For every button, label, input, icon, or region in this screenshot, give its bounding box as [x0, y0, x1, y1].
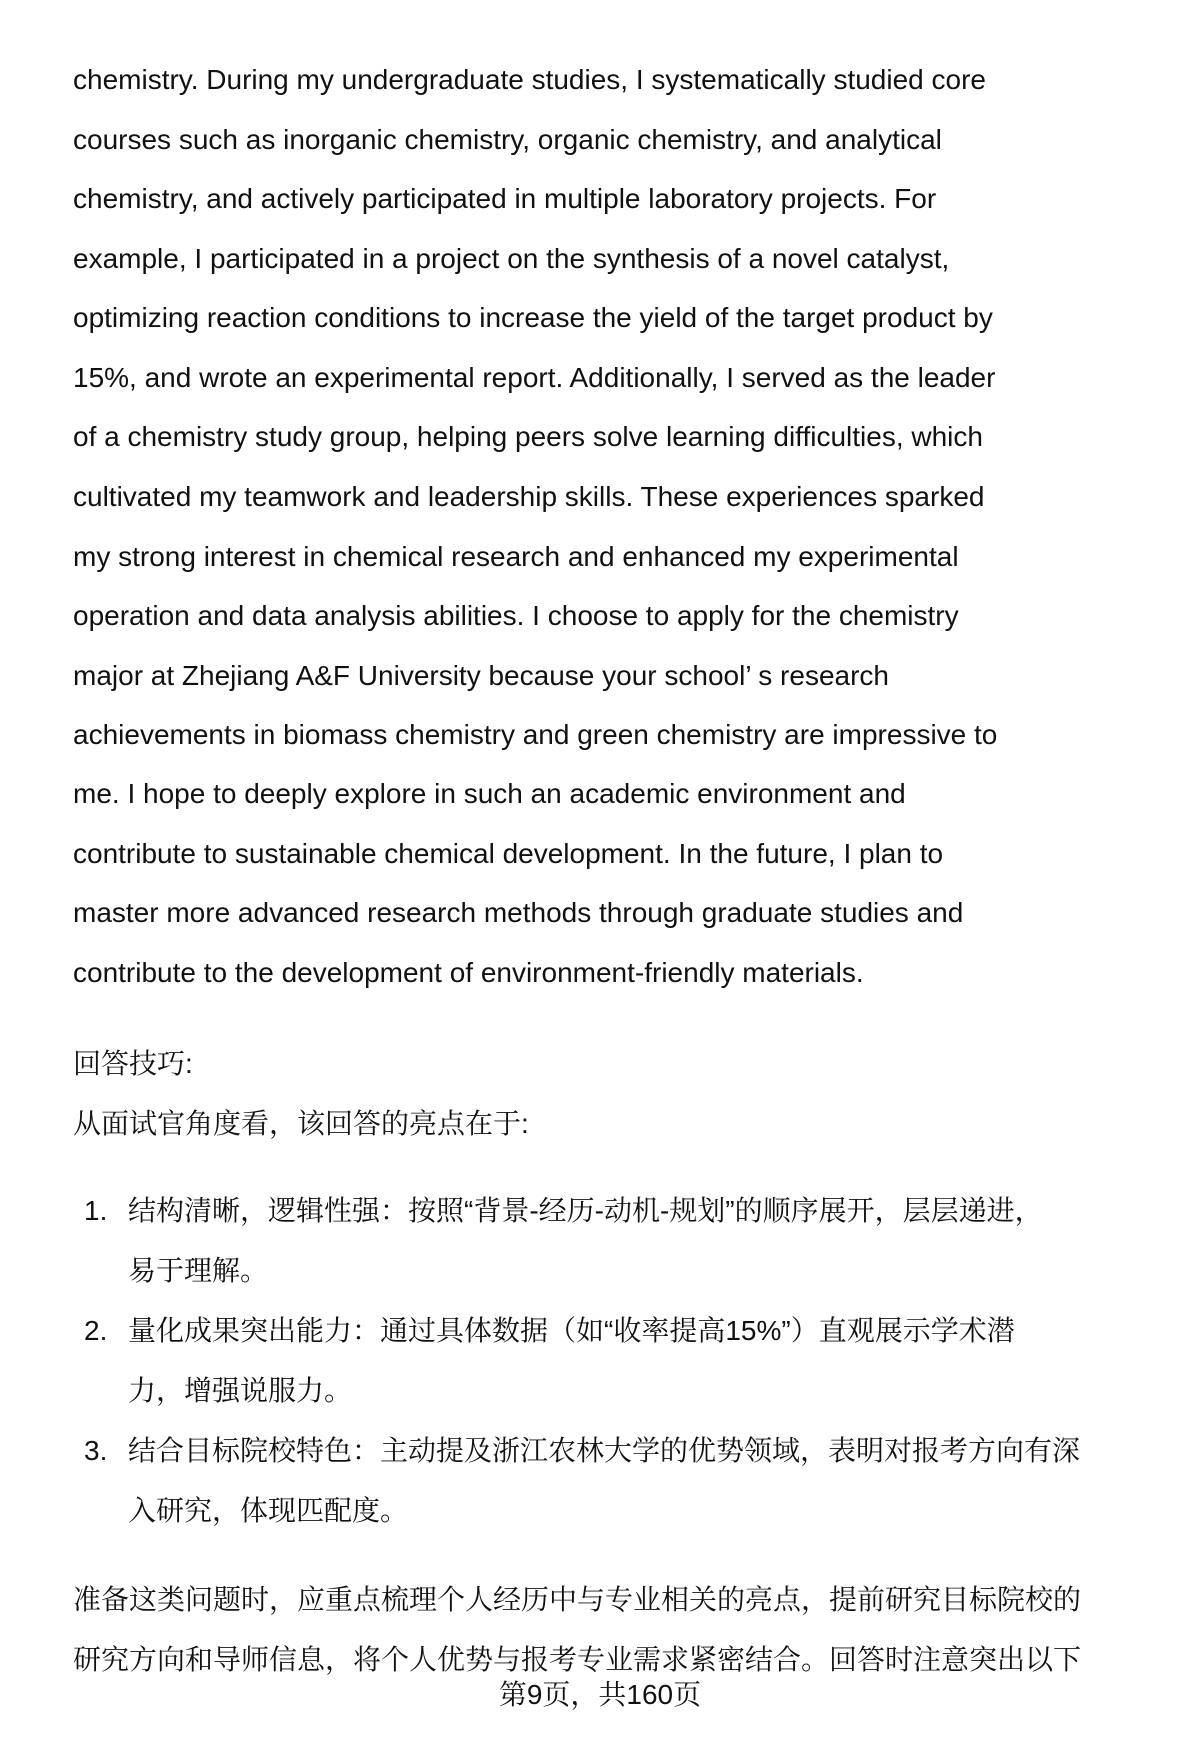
- paragraph-line: my strong interest in chemical research and enhanced my experimental: [73, 541, 959, 572]
- list-item-line: 力，增强说服力。: [128, 1375, 353, 1406]
- list-number: 2.: [84, 1315, 108, 1346]
- paragraph-line: optimizing reaction conditions to increase the yield of the target product by: [73, 302, 993, 333]
- list-number: 3.: [84, 1435, 108, 1466]
- paragraph-line: chemistry. During my undergraduate studies, I systematically studied core: [73, 64, 986, 95]
- paragraph-line: of a chemistry study group, helping peers solve learning difficulties, which: [73, 421, 983, 452]
- closing-line: 准备这类问题时，应重点梳理个人经历中与专业相关的亮点，提前研究目标院校的: [73, 1584, 1082, 1615]
- paragraph-line: operation and data analysis abilities. I choose to apply for the chemistry: [73, 600, 959, 631]
- paragraph-line: achievements in biomass chemistry and green chemistry are impressive to: [73, 719, 998, 750]
- tips-intro: 从面试官角度看，该回答的亮点在于:: [73, 1108, 529, 1139]
- list-item-line: 入研究，体现匹配度。: [128, 1495, 409, 1526]
- paragraph-line: major at Zhejiang A&F University because your school’ s research: [73, 660, 889, 691]
- paragraph-line: 15%, and wrote an experimental report. Additionally, I served as the leader: [73, 362, 996, 393]
- tips-heading: 回答技巧:: [73, 1048, 193, 1079]
- list-item-line: 结构清晰，逻辑性强：按照“背景-经历-动机-规划”的顺序展开，层层递进，: [128, 1195, 1043, 1226]
- paragraph-line: cultivated my teamwork and leadership skills. These experiences sparked: [73, 481, 985, 512]
- list-item-line: 易于理解。: [128, 1255, 269, 1286]
- paragraph-line: me. I hope to deeply explore in such an academic environment and: [73, 778, 906, 809]
- paragraph-line: courses such as inorganic chemistry, organic chemistry, and analytical: [73, 124, 942, 155]
- page-number-footer: 第9页，共160页: [498, 1679, 702, 1710]
- paragraph-line: contribute to the development of environment-friendly materials.: [73, 957, 864, 988]
- paragraph-line: master more advanced research methods through graduate studies and: [73, 897, 964, 928]
- closing-line: 研究方向和导师信息，将个人优势与报考专业需求紧密结合。回答时注意突出以下: [73, 1644, 1082, 1675]
- paragraph-line: chemistry, and actively participated in multiple laboratory projects. For: [73, 183, 937, 214]
- list-number: 1.: [84, 1195, 108, 1226]
- list-item-line: 结合目标院校特色：主动提及浙江农林大学的优势领域，表明对报考方向有深: [128, 1435, 1081, 1466]
- list-item-line: 量化成果突出能力：通过具体数据（如“收率提高15%”）直观展示学术潜: [128, 1315, 1015, 1346]
- paragraph-line: example, I participated in a project on the synthesis of a novel catalyst,: [73, 243, 950, 274]
- paragraph-line: contribute to sustainable chemical development. In the future, I plan to: [73, 838, 944, 869]
